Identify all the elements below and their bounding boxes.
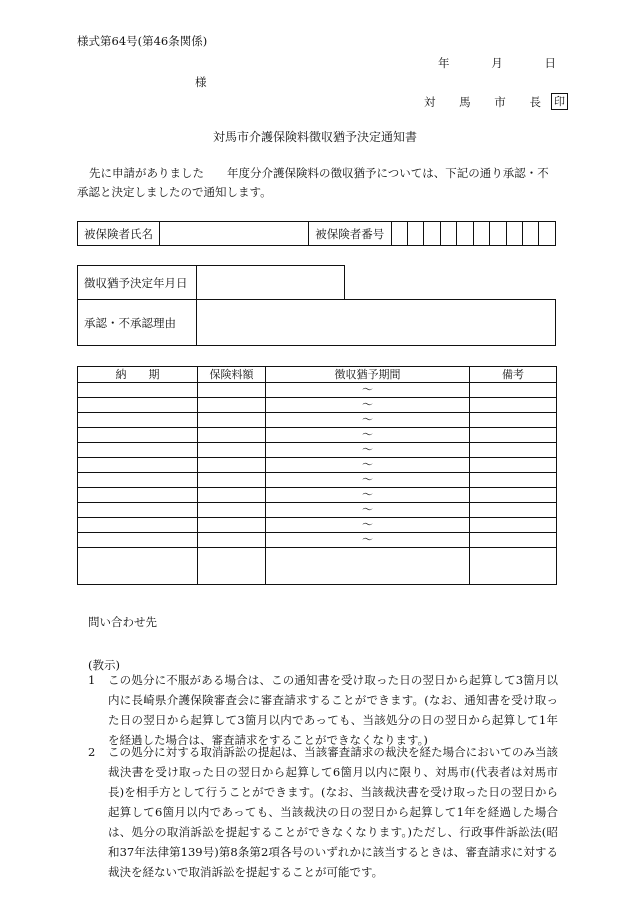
premium-cell[interactable] [198, 548, 266, 585]
table-row [78, 488, 557, 503]
deferral-period-cell[interactable]: ～ [266, 428, 470, 443]
instruction-number: 1 [88, 673, 96, 687]
instructions-heading: (教示) [88, 658, 120, 672]
instruction-text: この処分に不服がある場合は、この通知書を受け取った日の翌日から起算して3箇月以内に長崎県介護保険審査会に審査請求することができます。(なお、通知書を受け取った日の翌日から起算して3箇月以内であっても、当該処分の日の翌日から起算して1年を経過した場合は、審査請求をすることができなくなります。) [108, 673, 558, 747]
col-deferral-period: 徴収猶予期間 [266, 367, 470, 383]
intro-text: 先に申請がありました 年度分介護保険料の徴収猶予については、下記の通り承認・不承認と決定しましたので通知します。 [77, 166, 549, 199]
remarks-cell[interactable] [470, 488, 557, 503]
payment-rows [78, 383, 557, 585]
insured-number-digit[interactable] [391, 222, 407, 246]
deferral-period-cell[interactable]: ～ [266, 383, 470, 398]
premium-cell[interactable] [198, 443, 266, 458]
deferral-period-cell[interactable]: ～ [266, 443, 470, 458]
premium-cell[interactable] [198, 383, 266, 398]
table-row [78, 428, 557, 443]
instruction-item-1 [88, 670, 558, 750]
col-due-date: 納 期 [78, 367, 198, 383]
instruction-text: この処分に対する取消訴訟の提起は、当該審査請求の裁決を経た場合においてのみ当該裁決書を受け取った日の翌日から起算して6箇月以内に限り、対馬市(代表者は対馬市長)を相手方として行うことができます。(なお、当該裁決書を受け取った日の翌日から起算して6箇月以内であっても、当該裁決の日の翌日から起算して1年を経過した場合は、処分の取消訴訟を提起することができなくなります。)ただし、行政事件訴訟法(昭和37年法律第139号)第8条第2項各号のいずれかに該当するときは、審査請求に対する裁決を経ないで取消訴訟を提起することが可能です。 [108, 745, 558, 879]
remarks-cell[interactable] [470, 413, 557, 428]
premium-cell[interactable] [198, 488, 266, 503]
table-row [78, 503, 557, 518]
document-title: 対馬市介護保険料徴収猶予決定通知書 [212, 130, 417, 144]
table-row [78, 518, 557, 533]
remarks-cell[interactable] [470, 398, 557, 413]
insured-number-digit[interactable] [473, 222, 489, 246]
payment-table [77, 366, 557, 585]
due-date-cell[interactable] [78, 398, 198, 413]
remarks-cell[interactable] [470, 533, 557, 548]
due-date-cell[interactable] [78, 413, 198, 428]
table-row [78, 398, 557, 413]
deferral-period-cell[interactable]: ～ [266, 488, 470, 503]
table-row [78, 458, 557, 473]
date-day: 日 [544, 56, 556, 70]
due-date-cell[interactable] [78, 533, 198, 548]
form-number: 様式第64号(第46条関係) [77, 34, 208, 48]
premium-cell[interactable] [198, 503, 266, 518]
remarks-cell[interactable] [470, 443, 557, 458]
inquiry-label: 問い合わせ先 [88, 615, 157, 629]
table-row [78, 413, 557, 428]
premium-cell[interactable] [198, 473, 266, 488]
remarks-cell[interactable] [470, 458, 557, 473]
insured-table [77, 221, 556, 246]
insured-number-digit[interactable] [523, 222, 539, 246]
premium-cell[interactable] [198, 398, 266, 413]
deferral-period-cell[interactable]: ～ [266, 518, 470, 533]
remarks-cell[interactable] [470, 383, 557, 398]
due-date-cell[interactable] [78, 488, 198, 503]
decision-date-field[interactable] [197, 266, 345, 300]
instruction-item-2 [88, 742, 558, 882]
due-date-cell[interactable] [78, 458, 198, 473]
premium-cell[interactable] [198, 458, 266, 473]
remarks-cell[interactable] [470, 428, 557, 443]
insured-number-digit[interactable] [490, 222, 506, 246]
due-date-cell[interactable] [78, 443, 198, 458]
deferral-period-cell[interactable]: ～ [266, 533, 470, 548]
due-date-cell[interactable] [78, 383, 198, 398]
instruction-number: 2 [88, 745, 96, 759]
insured-number-digit[interactable] [506, 222, 522, 246]
insured-number-digit[interactable] [440, 222, 456, 246]
date-year: 年 [438, 56, 450, 70]
premium-cell[interactable] [198, 428, 266, 443]
insured-number-digit[interactable] [539, 222, 556, 246]
deferral-period-cell[interactable]: ～ [266, 503, 470, 518]
issue-date [438, 55, 556, 71]
table-row [78, 533, 557, 548]
deferral-period-cell[interactable]: ～ [266, 413, 470, 428]
decision-date-label: 徴収猶予決定年月日 [78, 266, 197, 300]
due-date-cell[interactable] [78, 503, 198, 518]
insured-number-digit[interactable] [424, 222, 440, 246]
premium-cell[interactable] [198, 413, 266, 428]
deferral-period-cell[interactable]: ～ [266, 473, 470, 488]
due-date-cell[interactable] [78, 428, 198, 443]
insured-number-digit[interactable] [407, 222, 423, 246]
due-date-cell[interactable] [78, 548, 198, 585]
issuer [424, 93, 568, 110]
remarks-cell[interactable] [470, 548, 557, 585]
insured-number-digit[interactable] [457, 222, 473, 246]
reason-field[interactable] [197, 300, 556, 346]
reason-label: 承認・不承認理由 [78, 300, 197, 346]
seal-mark: 印 [551, 93, 568, 110]
remarks-cell[interactable] [470, 473, 557, 488]
date-month: 月 [491, 56, 503, 70]
table-row [78, 443, 557, 458]
issuer-name: 対 馬 市 長 [424, 94, 551, 109]
addressee-suffix: 様 [195, 75, 207, 89]
remarks-cell[interactable] [470, 503, 557, 518]
table-row [78, 548, 557, 585]
due-date-cell[interactable] [78, 518, 198, 533]
insured-name-field[interactable] [160, 222, 309, 246]
col-premium: 保険料額 [198, 367, 266, 383]
premium-cell[interactable] [198, 518, 266, 533]
premium-cell[interactable] [198, 533, 266, 548]
remarks-cell[interactable] [470, 518, 557, 533]
due-date-cell[interactable] [78, 473, 198, 488]
deferral-period-cell[interactable] [266, 548, 470, 585]
table-row [78, 473, 557, 488]
table-row [78, 383, 557, 398]
col-remarks: 備考 [470, 367, 557, 383]
insured-number-label: 被保険者番号 [309, 222, 391, 246]
deferral-period-cell[interactable]: ～ [266, 398, 470, 413]
decision-table [77, 265, 556, 346]
deferral-period-cell[interactable]: ～ [266, 458, 470, 473]
insured-name-label: 被保険者氏名 [78, 222, 160, 246]
